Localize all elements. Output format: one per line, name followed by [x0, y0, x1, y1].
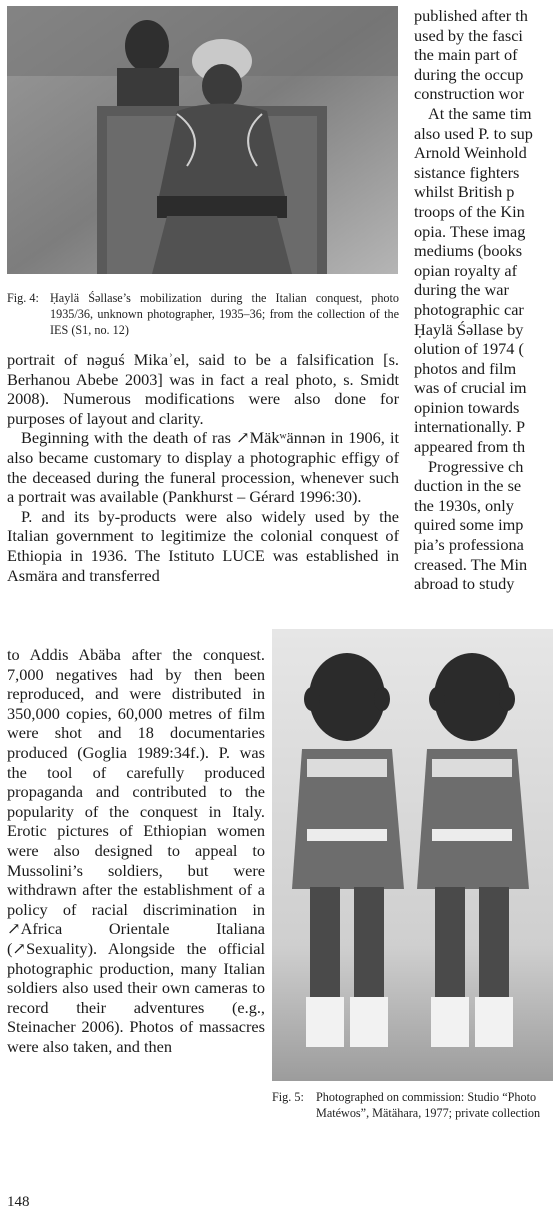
page-number: 148	[7, 1194, 30, 1210]
right-line: photos and film	[414, 358, 517, 378]
right-line: during the occup	[414, 64, 524, 84]
right-line: abroad to study	[414, 574, 515, 594]
figure-5-caption	[272, 1089, 553, 1139]
right-line: sistance fighters	[414, 162, 520, 182]
right-line: Arnold Weinhold	[414, 143, 527, 163]
right-line: opian royalty af	[414, 260, 518, 280]
figure-4-image	[7, 6, 398, 274]
figure-4-caption-text: Ḥaylä Śəllase’s mobilization during the Italian conquest, photo 1935/36, unknown photographer, 1935–36; from the collection of the IES (S1, no. 12)	[50, 291, 399, 337]
right-line: duction in the se	[414, 476, 522, 496]
figure-5-photo	[272, 629, 553, 1081]
right-line: the 1930s, only	[414, 495, 514, 515]
right-line: opia. These imag	[414, 221, 526, 241]
right-line: also used P. to sup	[414, 123, 533, 143]
paragraph-3: P. and its by-products were also widely used by the Italian government to legitimize the colonial conquest of Ethiopia in 1936. The Istituto LUCE was established in Asmära and transferred	[7, 506, 399, 585]
figure-5-caption-text: Photographed on commission: Studio “Photo Matéwos”, Mätähara, 1977; private collection	[316, 1090, 541, 1120]
figure-4-caption	[7, 290, 399, 338]
paragraph-2: Beginning with the death of ras ↗Mäkʷännən in 1906, it also became customary to display a photographic effigy of the deceased during the funeral procession, whenever such a portrait was available (Pankhurst – Gérard 1996:30).	[7, 428, 399, 507]
right-line: published after th	[414, 6, 528, 25]
right-line: At the same tim	[428, 103, 532, 123]
right-line: during the war	[414, 280, 509, 300]
right-line: was of crucial im	[414, 378, 527, 398]
right-line: opinion towards	[414, 397, 520, 417]
figure-5-image	[272, 629, 553, 1081]
right-line: mediums (books	[414, 241, 523, 261]
right-line: internationally. P	[414, 417, 526, 437]
right-line: the main part of	[414, 45, 518, 65]
figure-5-number: Fig. 5:	[272, 1090, 304, 1104]
right-line: whilst British p	[414, 182, 515, 202]
right-line: olution of 1974 (	[414, 339, 524, 359]
right-line: Ḥaylä Śəllase by	[414, 319, 524, 339]
right-line: troops of the Kin	[414, 201, 525, 221]
right-line: photographic car	[414, 299, 524, 319]
right-line: pia’s professiona	[414, 535, 524, 555]
right-line: Progressive ch	[428, 456, 524, 476]
right-line: creased. The Min	[414, 554, 528, 574]
right-line: construction wor	[414, 84, 524, 104]
paragraph-3-continued: to Addis Abäba after the conquest. 7,000 negatives had by then been reproduced, and were distributed in 350,000 copies, 60,000 metres of film were shot and 18 documentaries produced (Goglia 1989:34f.). P. was the tool of carefully produced propaganda and contributed to the popularity of the conquest in Italy. Erotic pictures of Ethiopian women were also designed to appeal to Mussolini’s soldiers, but were withdrawn after the establishment of a policy of racial discrimination in ↗Africa Orientale Italiana (↗Sexuality). Alongside the official photographic production, many Italian soldiers also used their own cameras to record their adventures (e.g., Steinacher 2006). Photos of massacres were also taken, and then	[7, 645, 265, 1056]
left-column-narrow-text	[7, 645, 265, 1056]
right-column-text	[414, 6, 553, 596]
right-line: used by the fasci	[414, 25, 523, 45]
right-line: appeared from th	[414, 437, 526, 457]
left-column-text	[7, 350, 399, 585]
right-line: quired some imp	[414, 515, 524, 535]
paragraph-1: portrait of nəguś Mikaʾel, said to be a falsification [s. Berhanou Abebe 2003] was in fact a real photo, s. Smidt 2008). Numerous modifications were also done for purposes of layout and clarity.	[7, 350, 399, 428]
figure-4-number: Fig. 4:	[7, 291, 39, 305]
figure-4-photo	[7, 6, 398, 274]
